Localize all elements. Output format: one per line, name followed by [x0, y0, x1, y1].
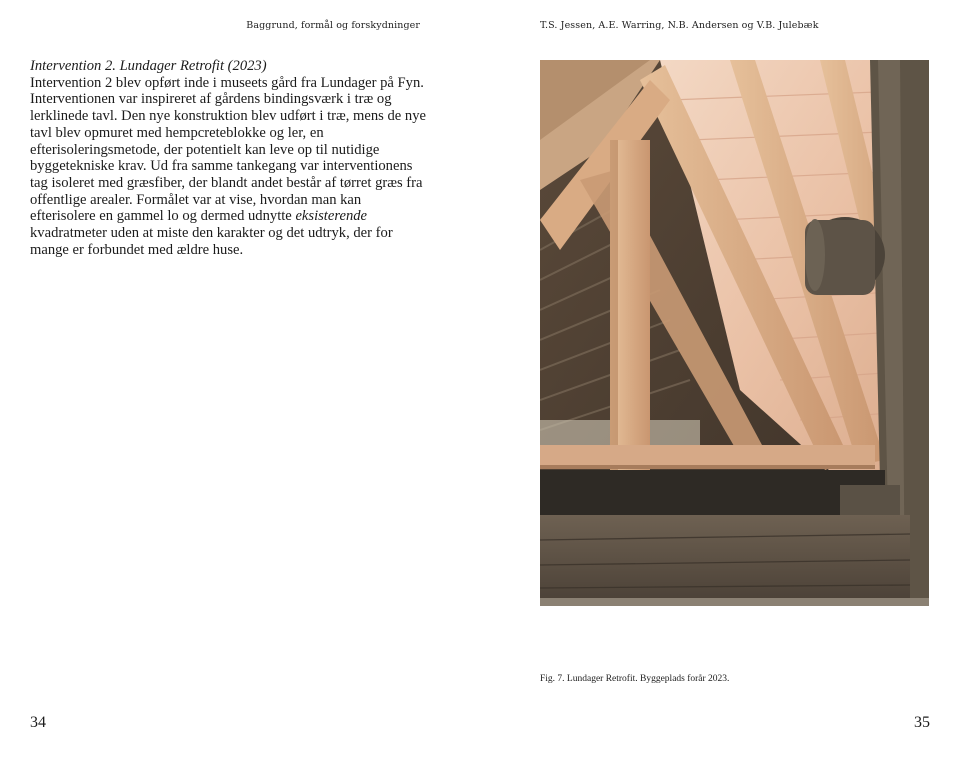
section-title: Intervention 2. Lundager Retrofit (2023)	[30, 58, 267, 74]
body-text-emphasis: eksisterende	[295, 208, 368, 225]
figure-photo-roof-construction	[540, 60, 929, 606]
body-text-part-1: Intervention 2 blev opført inde i museets gård fra Lundager på Fyn. Interventionen var inspireret af gårdens bindingsværk i træ og lerklinede tavl. Den nye konstruktion blev udført i træ, mens de nye tavl blev opmuret med hempcreteblokke og ler, en efterisoleringsmetode, der potentielt kan leve op til nutidige byggetekniske krav. Ud fra samme tankegang var interventionens tag isoleret med græsfiber, der blandt andet består af tørret græs fra offentlige arealer. Formålet var at vise, hvordan man kan efterisolere en gammel lo og dermed udnytte	[30, 74, 426, 225]
page-number-right: 35	[914, 714, 930, 731]
body-paragraph	[30, 75, 430, 259]
running-head-right: T.S. Jessen, A.E. Warring, N.B. Andersen og V.B. Julebæk	[540, 20, 819, 31]
page-number-left: 34	[30, 714, 46, 731]
figure-caption: Fig. 7. Lundager Retrofit. Byggeplads forår 2023.	[540, 674, 730, 684]
running-head-left: Baggrund, formål og forskydninger	[246, 20, 420, 31]
roof-photo-illustration	[540, 60, 929, 606]
body-text-part-2: kvadratmeter uden at miste den karakter og det udtryk, der for mange er forbundet med ældre huse.	[30, 225, 393, 258]
right-page	[480, 0, 960, 762]
body-text	[30, 58, 430, 258]
